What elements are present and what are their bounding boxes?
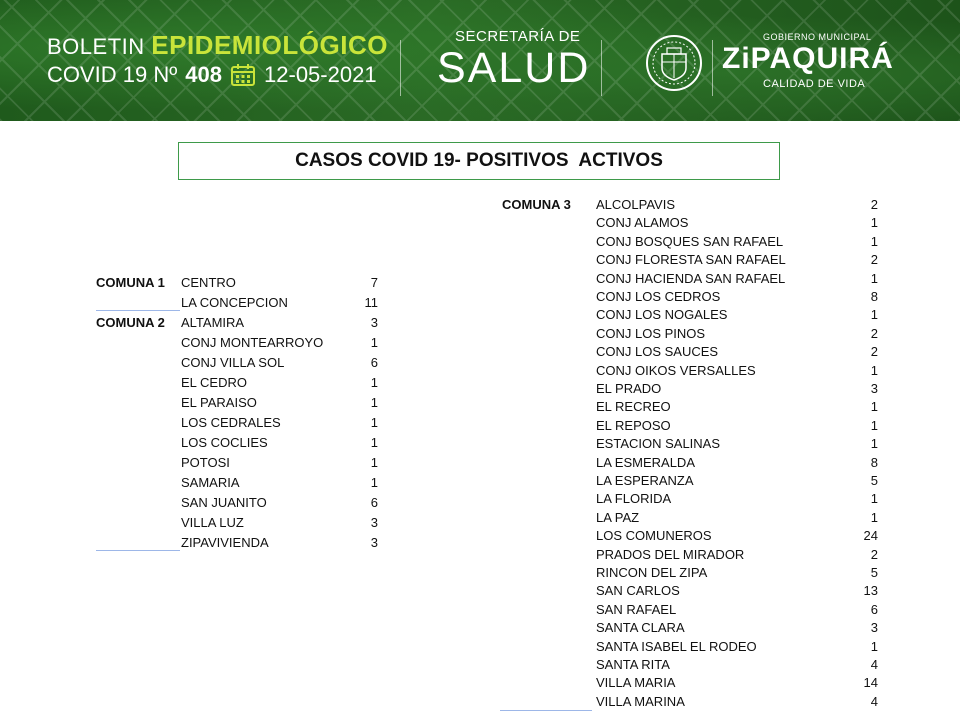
case-count: 1 [870, 307, 878, 323]
case-count: 2 [870, 546, 878, 562]
table-row [96, 475, 386, 493]
table-row [96, 315, 386, 333]
barrio-name: SANTA CLARA [596, 620, 685, 636]
case-count: 1 [370, 375, 378, 390]
case-count: 1 [870, 417, 878, 433]
table-row [502, 418, 882, 436]
barrio-name: VILLA MARINA [596, 693, 685, 709]
case-count: 3 [870, 381, 878, 396]
case-count: 3 [870, 620, 878, 636]
barrio-name: CONJ OIKOS VERSALLES [596, 362, 756, 378]
case-count: 2 [870, 344, 878, 360]
table-row [96, 275, 386, 293]
table-row [502, 399, 882, 417]
barrio-name: LOS CEDRALES [181, 415, 281, 430]
case-count: 14 [863, 675, 878, 691]
barrio-name: EL PRADO [596, 381, 662, 396]
case-count: 6 [370, 355, 378, 370]
table-row [502, 491, 882, 509]
barrio-name: VILLA MARIA [596, 675, 676, 691]
case-count: 8 [870, 289, 878, 304]
case-count: 1 [370, 395, 378, 410]
barrio-name: ESTACION SALINAS [596, 436, 721, 452]
table-row [502, 252, 882, 270]
case-count: 1 [370, 435, 378, 450]
case-count: 6 [870, 601, 878, 617]
case-count: 1 [870, 215, 878, 231]
case-count: 7 [370, 275, 378, 290]
barrio-name: LOS COCLIES [181, 435, 268, 450]
barrio-name: EL PARAISO [181, 395, 257, 410]
barrio-name: SAN CARLOS [596, 583, 680, 599]
table-row [96, 335, 386, 353]
table-row [502, 565, 882, 583]
bulletin-info [47, 62, 377, 88]
barrio-name: LA ESMERALDA [596, 454, 695, 470]
barrio-name: ALTAMIRA [181, 315, 245, 330]
table-row [502, 583, 882, 601]
barrio-name: CONJ FLORESTA SAN RAFAEL [596, 252, 786, 268]
calendar-icon [230, 63, 256, 87]
case-count: 1 [870, 436, 878, 452]
table-row [502, 657, 882, 675]
table-row [502, 675, 882, 693]
table-row [96, 495, 386, 513]
table-row [502, 363, 882, 381]
case-count: 1 [370, 335, 378, 350]
case-count: 6 [370, 495, 378, 510]
table-row [502, 197, 882, 215]
comuna-underline [96, 310, 180, 311]
table-row [502, 215, 882, 233]
case-count: 13 [863, 583, 878, 599]
barrio-name: CONJ LOS SAUCES [596, 344, 719, 360]
case-count: 3 [370, 315, 378, 330]
barrio-name: PRADOS DEL MIRADOR [596, 546, 745, 562]
case-count: 2 [870, 197, 878, 212]
bulletin-header [0, 0, 960, 121]
barrio-name: CONJ HACIENDA SAN RAFAEL [596, 270, 786, 286]
table-row [502, 639, 882, 657]
boletin-label: BOLETIN [47, 34, 145, 59]
case-count: 1 [370, 475, 378, 490]
barrio-name: SAN RAFAEL [596, 601, 677, 617]
barrio-name: SANTA ISABEL EL RODEO [596, 638, 757, 654]
table-row [502, 473, 882, 491]
barrio-name: ALCOLPAVIS [596, 197, 675, 212]
case-count: 8 [870, 454, 878, 470]
barrio-name: LOS COMUNEROS [596, 528, 712, 544]
table-row [502, 528, 882, 546]
barrio-name: LA ESPERANZA [596, 473, 694, 488]
barrio-name: CONJ MONTEARROYO [181, 335, 324, 350]
bulletin-number: 408 [185, 62, 223, 87]
case-count: 4 [870, 693, 878, 709]
case-count: 1 [370, 415, 378, 430]
barrio-name: SAN JUANITO [181, 495, 267, 510]
table-row [502, 307, 882, 325]
case-count: 2 [870, 325, 878, 341]
barrio-name: SAMARIA [181, 475, 240, 490]
barrio-name: LA FLORIDA [596, 491, 672, 507]
comuna-label: COMUNA 3 [502, 197, 571, 212]
barrio-name: EL RECREO [596, 399, 671, 415]
barrio-name: CONJ LOS NOGALES [596, 307, 728, 323]
table-row [502, 620, 882, 638]
barrio-name: EL REPOSO [596, 417, 671, 433]
comuna-underline [96, 550, 180, 551]
barrio-name: CENTRO [181, 275, 236, 290]
comuna-label: COMUNA 1 [96, 275, 165, 290]
table-row [502, 602, 882, 620]
case-count: 3 [370, 535, 378, 550]
table-row [502, 289, 882, 307]
table-row [96, 455, 386, 473]
comuna-label: COMUNA 2 [96, 315, 165, 330]
barrio-name: CONJ VILLA SOL [181, 355, 285, 370]
bulletin-date: 12-05-2021 [264, 62, 377, 87]
table-row [96, 355, 386, 373]
salud-label: SALUD [437, 44, 591, 92]
case-count: 5 [870, 473, 878, 488]
case-count: 1 [870, 362, 878, 378]
barrio-name: LA PAZ [596, 509, 640, 525]
barrio-name: RINCON DEL ZIPA [596, 565, 708, 580]
barrio-name: CONJ BOSQUES SAN RAFAEL [596, 233, 784, 249]
case-count: 2 [870, 252, 878, 268]
municipio-logo-text: ZiPAQUIRÁ [722, 42, 894, 75]
header-divider [601, 40, 602, 96]
lema-label: CALIDAD DE VIDA [763, 78, 866, 90]
table-row [502, 344, 882, 362]
case-count: 5 [870, 565, 878, 580]
barrio-name: ZIPAVIVIENDA [181, 535, 269, 550]
barrio-name: CONJ LOS CEDROS [596, 289, 721, 304]
case-count: 1 [870, 233, 878, 249]
table-row [96, 395, 386, 413]
table-row [502, 271, 882, 289]
barrio-name: VILLA LUZ [181, 515, 244, 530]
case-count: 1 [870, 399, 878, 415]
case-count: 1 [870, 491, 878, 507]
table-row [96, 415, 386, 433]
secretaria-label: SECRETARÍA DE [455, 28, 581, 45]
barrio-name: EL CEDRO [181, 375, 247, 390]
table-row [502, 436, 882, 454]
case-count: 1 [870, 638, 878, 654]
barrio-name: CONJ LOS PINOS [596, 325, 706, 341]
header-divider [712, 40, 713, 96]
epidemiologico-label: EPIDEMIOLÓGICO [151, 30, 388, 60]
case-count: 11 [364, 295, 378, 310]
case-count: 1 [870, 270, 878, 286]
table-row [96, 515, 386, 533]
bulletin-title [47, 30, 388, 61]
case-count: 4 [870, 657, 878, 672]
case-count: 1 [370, 455, 378, 470]
comuna-underline [500, 710, 592, 711]
barrio-name: POTOSI [181, 455, 230, 470]
municipal-seal-icon [645, 34, 703, 92]
header-divider [400, 40, 401, 96]
table-row [502, 510, 882, 528]
table-row [502, 381, 882, 399]
table-row [502, 547, 882, 565]
covid-label: COVID 19 Nº [47, 62, 178, 87]
table-row [96, 375, 386, 393]
case-count: 24 [863, 528, 878, 544]
table-row [96, 435, 386, 453]
barrio-name: CONJ ALAMOS [596, 215, 689, 231]
barrio-name: SANTA RITA [596, 657, 670, 672]
barrio-name: LA CONCEPCION [181, 295, 288, 310]
gobierno-label: GOBIERNO MUNICIPAL [763, 32, 872, 42]
table-row [502, 326, 882, 344]
table-row [502, 234, 882, 252]
table-row [502, 455, 882, 473]
page-title: CASOS COVID 19- POSITIVOS ACTIVOS [178, 142, 780, 180]
case-count: 1 [870, 509, 878, 525]
case-count: 3 [370, 515, 378, 530]
